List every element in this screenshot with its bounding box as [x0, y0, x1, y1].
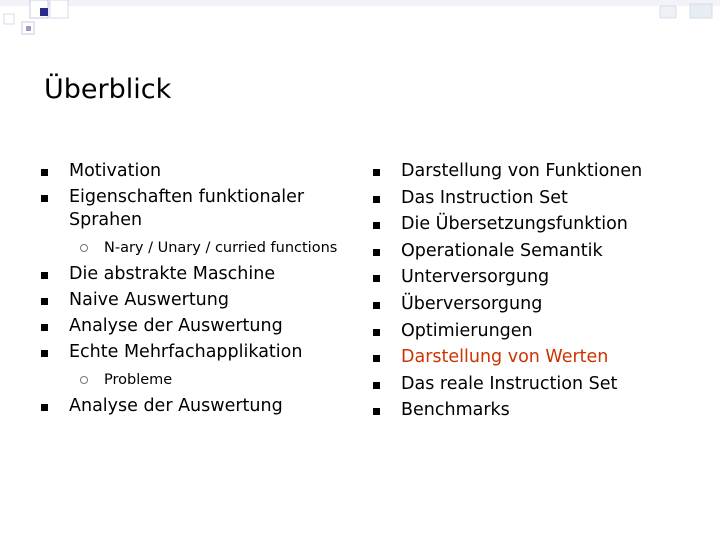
list-item: Optimierungen — [372, 320, 712, 343]
right-bullet-list — [372, 160, 712, 426]
list-item: Unterversorgung — [372, 266, 712, 289]
square-bullet-icon — [41, 404, 48, 411]
square-bullet-icon — [41, 350, 48, 357]
list-item: Motivation — [40, 160, 340, 183]
square-bullet-icon — [41, 272, 48, 279]
square-bullet-icon — [373, 196, 380, 203]
sub-list-item: Probleme — [40, 372, 340, 389]
square-bullet-icon — [41, 169, 48, 176]
square-bullet-icon — [373, 222, 380, 229]
square-bullet-icon — [41, 324, 48, 331]
square-bullet-icon — [41, 298, 48, 305]
list-item: Analyse der Auswertung — [40, 395, 340, 418]
list-item: Die abstrakte Maschine — [40, 263, 340, 286]
list-item: Die Übersetzungsfunktion — [372, 213, 712, 236]
list-item-highlighted: Darstellung von Werten — [372, 346, 712, 369]
left-bullet-list — [40, 160, 340, 421]
square-bullet-icon — [373, 249, 380, 256]
sub-list-item: N-ary / Unary / curried functions — [40, 240, 340, 257]
corner-decoration — [0, 0, 720, 40]
list-item: Eigenschaften funktionaler Sprahen — [40, 186, 340, 232]
list-item: Überversorgung — [372, 293, 712, 316]
circle-bullet-icon — [80, 244, 88, 252]
list-item: Echte Mehrfachapplikation — [40, 341, 340, 364]
list-item: Darstellung von Funktionen — [372, 160, 712, 183]
circle-bullet-icon — [80, 376, 88, 384]
list-item: Analyse der Auswertung — [40, 315, 340, 338]
page-title: Überblick — [44, 74, 172, 105]
square-bullet-icon — [41, 195, 48, 202]
list-item: Benchmarks — [372, 399, 712, 422]
square-bullet-icon — [373, 408, 380, 415]
square-bullet-icon — [373, 355, 380, 362]
square-bullet-icon — [373, 169, 380, 176]
list-item: Naive Auswertung — [40, 289, 340, 312]
list-item: Das reale Instruction Set — [372, 373, 712, 396]
square-bullet-icon — [373, 382, 380, 389]
list-item: Das Instruction Set — [372, 187, 712, 210]
list-item: Operationale Semantik — [372, 240, 712, 263]
square-bullet-icon — [373, 275, 380, 282]
square-bullet-icon — [373, 329, 380, 336]
square-bullet-icon — [373, 302, 380, 309]
